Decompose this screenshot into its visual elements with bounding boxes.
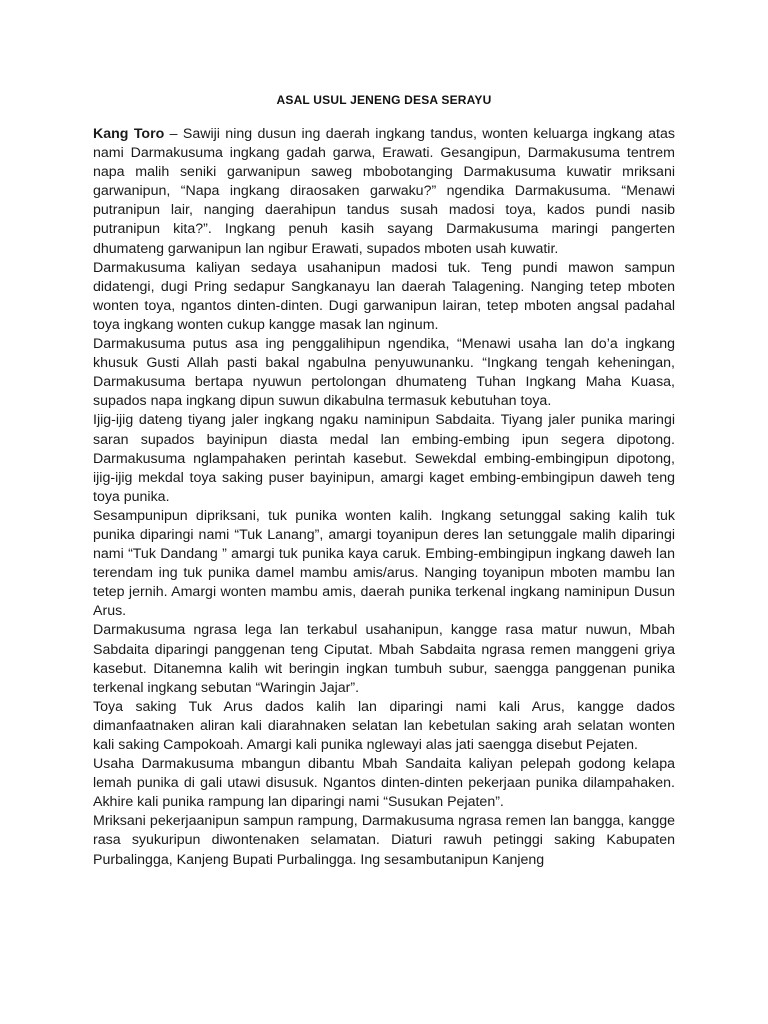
paragraph-9: Mriksani pekerjaanipun sampun rampung, Darmakusuma ngrasa remen lan bangga, kangge rasa syukuripun diwontenaken selamatan. Diaturi rawuh petinggi saking Kabupaten Purbalingga, Kanjeng Bupati Purbalingga. Ing sesambutanipun Kanjeng [93, 813, 675, 868]
paragraph-8: Usaha Darmakusuma mbangun dibantu Mbah Sandaita kaliyan pelepah godong kelapa lemah punika di gali utawi disusuk. Ngantos dinten-dinten pekerjaan punika dilampahaken. Akhire kali punika rampung lan diparingi nami “Susukan Pejaten”. [93, 756, 675, 811]
paragraph-6: Darmakusuma ngrasa lega lan terkabul usahanipun, kangge rasa matur nuwun, Mbah Sabdaita diparingi panggenan teng Ciputat. Mbah Sabdaita ngrasa remen manggeni griya kasebut. Ditanemna kalih wit beringin ingkan tumbuh subur, saengga panggenan punika terkenal ingkang sebutan “Waringin Jajar”. [93, 622, 675, 696]
paragraph-4: Ijig-ijig dateng tiyang jaler ingkang ngaku naminipun Sabdaita. Tiyang jaler punika maringi saran supados bayinipun diasta medal lan embing-embing ipun segera dipotong. Darmakusuma nglampahaken perintah kasebut. Sewekdal embing-embingipun dipotong, ijig-ijig mekdal toya saking puser bayinipun, amargi kaget embing-embingipun daweh teng toya punika. [93, 412, 675, 505]
document-title: ASAL USUL JENENG DESA SERAYU [276, 93, 492, 107]
document-page [93, 93, 675, 870]
author-name: Kang Toro [93, 126, 165, 142]
paragraph-1 [93, 125, 675, 259]
paragraph-5: Sesampunipun dipriksani, tuk punika wonten kalih. Ingkang setunggal saking kalih tuk punika diparingi nami “Tuk Lanang”, amargi toyanipun deres lan setunggale malih diparingi nami “Tuk Dandang ” amargi tuk punika kaya caruk. Embing-embingipun ingkang daweh lan terendam ing tuk punika damel mambu amis/arus. Nanging toyanipun mboten mambu lan tetep jernih. Amargi wonten mambu amis, daerah punika terkenal ingkang naminipun Dusun Arus. [93, 507, 675, 620]
paragraph-3: Darmakusuma putus asa ing penggalihipun ngendika, “Menawi usaha lan do’a ingkang khusuk Gusti Allah pasti bakal ngabulna penyuwunanku. “Ingkang tengah keheningan, Darmakusuma bertapa nyuwun pertolongan dhumateng Tuhan Ingkang Maha Kuasa, supados napa ingkang dipun suwun dikabulna termasuk kebutuhan toya. [93, 336, 675, 410]
paragraph-2: Darmakusuma kaliyan sedaya usahanipun madosi tuk. Teng pundi mawon sampun didatengi, dugi Pring sedapur Sangkanayu lan daerah Talagening. Nanging tetep mboten wonten toya, ngantos dinten-dinten. Dugi garwanipun lairan, tetep mboten angsal padahal toya ingkang wonten cukup kangge masak lan nginum. [93, 259, 675, 333]
paragraph-7: Toya saking Tuk Arus dados kalih lan diparingi nami kali Arus, kangge dados dimanfaatnaken aliran kali diarahnaken selatan lan kebetulan saking arah selatan wonten kali saking Campokoah. Amargi kali punika nglewayi alas jati saengga disebut Pejaten. [93, 698, 675, 753]
paragraph-1-text: – Sawiji ning dusun ing daerah ingkang tandus, wonten keluarga ingkang atas nami Darmakusuma ingkang gadah garwa, Erawati. Gesangipun, Darmakusuma tentrem napa malih seniki garwanipun saweg mbobotanging Darmakusuma kuwatir mriksani garwanipun, “Napa ingkang diraosaken garwaku?” ngendika Darmakusuma. “Menawi putranipun lair, nanging daerahipun tandus susah madosi toya, kados pundi nasib putranipun kita?”. Ingkang penuh kasih sayang Darmakusuma maringi pangerten dhumateng garwanipun lan ngibur Erawati, supados mboten usah kuwatir. [93, 126, 675, 257]
